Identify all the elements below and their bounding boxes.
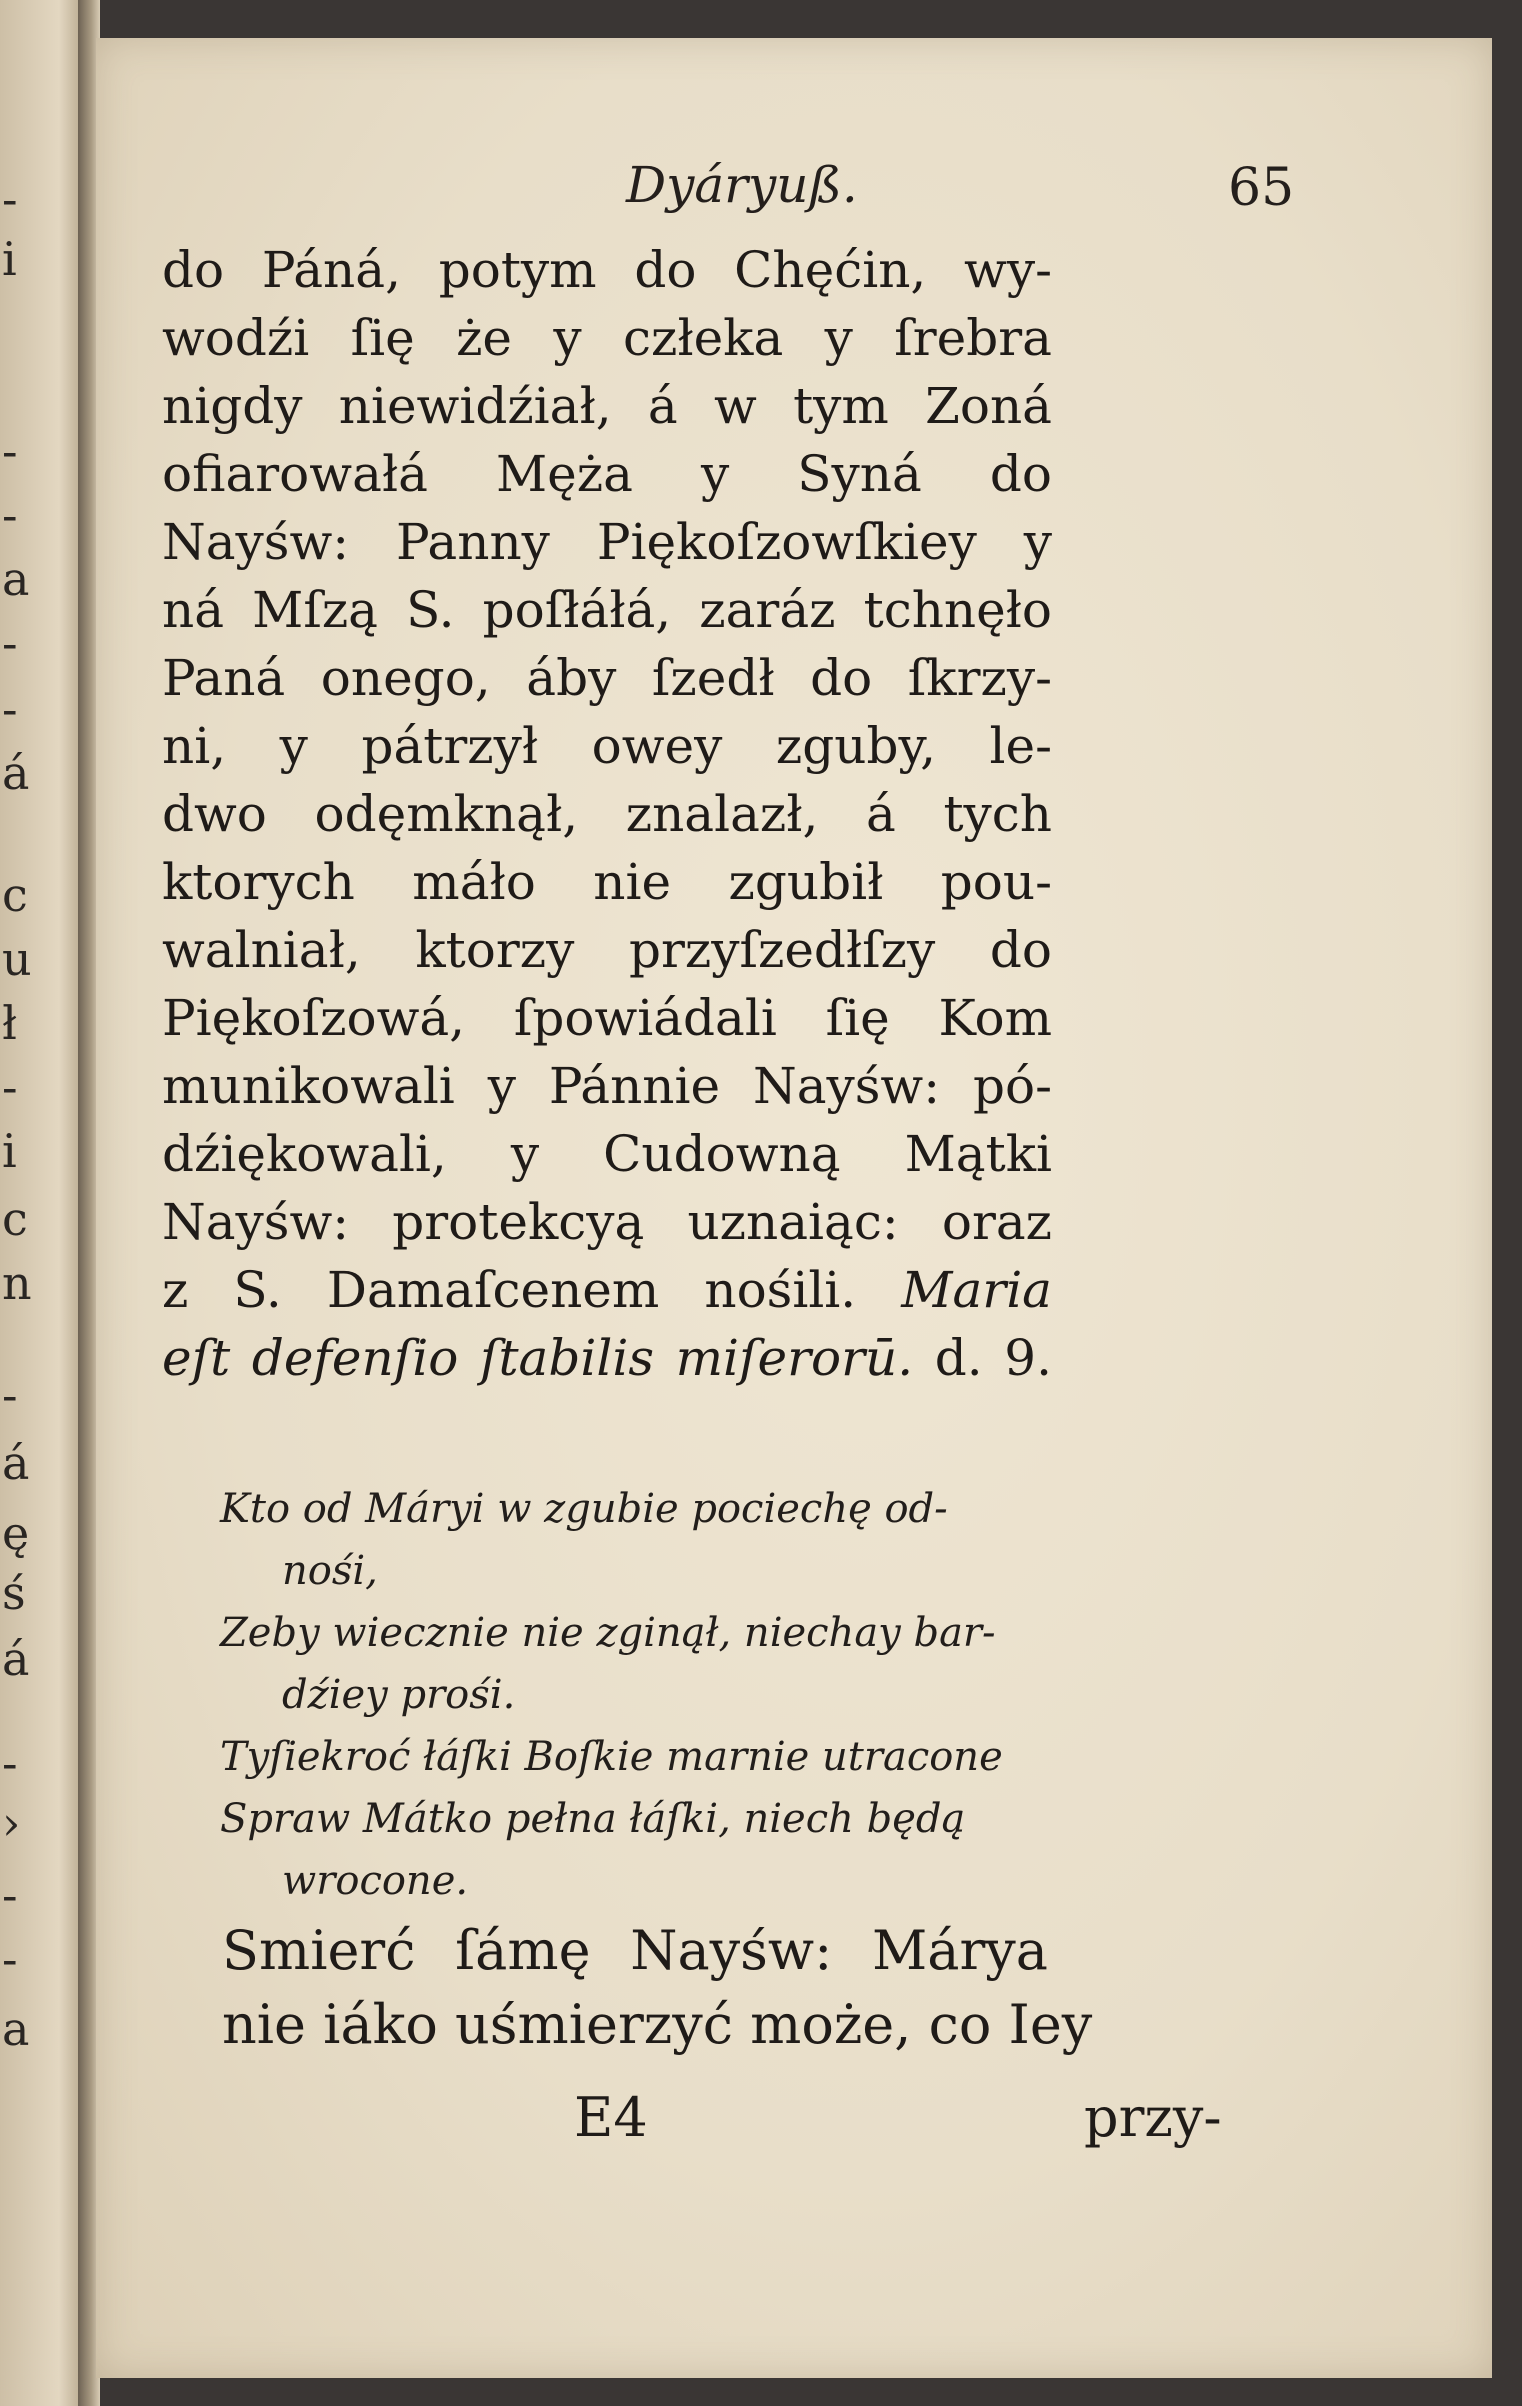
facing-page-fragment: -	[2, 172, 18, 226]
latin-quote-ref: d. 9.	[934, 1329, 1052, 1387]
facing-page-fragment: -	[2, 1060, 18, 1114]
latin-quote-line	[162, 1324, 1052, 1392]
running-head: Dyáryuß.	[626, 156, 858, 214]
verse-line: Spraw Mátko pełna łáſki, niech będą	[220, 1796, 966, 1842]
text-line: dźiękowali, y Cudowną Mątki	[162, 1125, 1052, 1183]
facing-page-fragment: a	[2, 2002, 30, 2056]
facing-page-fragment: ›	[2, 1796, 21, 1850]
text-line: wodźi ſię że y człeka y ſrebra	[162, 309, 1052, 367]
text-line: Smierć ſámę Nayśw: Márya	[222, 1919, 1048, 1982]
page-header	[0, 150, 1522, 230]
text-line: dwo odęmknął, znalazł, á tych	[162, 785, 1052, 843]
facing-page-fragment: u	[2, 932, 32, 986]
latin-quote: eſt defenſio ſtabilis miſerorū.	[162, 1329, 914, 1387]
facing-page-fragment: -	[2, 682, 18, 736]
facing-page-fragment: n	[2, 1256, 32, 1310]
closing-text-block	[222, 1914, 1093, 2062]
facing-page-fragment: ę	[2, 1506, 30, 1560]
text-line: nigdy niewidźiał, á w tym Zoná	[162, 377, 1052, 435]
text-line: munikowali y Pánnie Nayśw: pó-	[162, 1057, 1052, 1115]
signature-mark: E4	[574, 2086, 648, 2149]
facing-page-fragment: -	[2, 488, 18, 542]
facing-page-fragment: -	[2, 1932, 18, 1986]
facing-page-fragment: -	[2, 616, 18, 670]
text-line: nie iáko uśmierzyć może, co Iey	[222, 1993, 1093, 2056]
facing-page-fragment: á	[2, 1632, 30, 1686]
facing-page-fragment: á	[2, 1436, 30, 1490]
facing-page-fragment: i	[2, 1124, 17, 1178]
facing-page-fragment: i	[2, 232, 17, 286]
text-line: Nayśw: protekcyą uznaiąc: oraz	[162, 1193, 1052, 1251]
facing-page-edge	[0, 0, 84, 2406]
facing-page-fragment: -	[2, 1736, 18, 1790]
catchword: przy-	[1084, 2086, 1222, 2149]
facing-page-fragment: -	[2, 424, 18, 478]
text-line-roman: z S. Damaſcenem nośili.	[162, 1261, 857, 1319]
facing-page-fragment: ś	[2, 1566, 26, 1620]
text-line: do Páná, potym do Chęćin, wy-	[162, 241, 1052, 299]
page-number: 65	[1228, 158, 1295, 218]
text-line: ofiarowałá Męża y Syná do	[162, 445, 1052, 503]
text-line: Paná onego, áby ſzedł do ſkrzy-	[162, 649, 1052, 707]
facing-page-fragment: -	[2, 1868, 18, 1922]
text-line: ktorych máło nie zgubił pou-	[162, 853, 1052, 911]
verse-line: Kto od Máryi w zgubie pociechę od-	[220, 1486, 948, 1532]
facing-page-fragment: a	[2, 552, 30, 606]
text-line	[162, 1256, 1052, 1324]
verse-line: Zeby wiecznie nie zginął, niechay bar-	[220, 1610, 996, 1656]
text-line: ná Mſzą S. poſłáłá, zaráz tchnęło	[162, 581, 1052, 639]
facing-page-fragment: á	[2, 746, 30, 800]
text-line: walniał, ktorzy przyſzedłſzy do	[162, 921, 1052, 979]
verse-line: Tyſiekroć łáſki Boſkie marnie utracone	[220, 1734, 1003, 1780]
verse-line: nośi,	[282, 1548, 378, 1594]
text-line: Nayśw: Panny Piękoſzowſkiey y	[162, 513, 1052, 571]
text-line: Piękoſzowá, ſpowiádali ſię Kom	[162, 989, 1052, 1047]
verse-line: dźiey prośi.	[282, 1672, 516, 1718]
verse-line: wrocone.	[282, 1858, 469, 1904]
main-text-block	[162, 236, 1052, 1392]
facing-page-fragment: ł	[2, 996, 17, 1050]
text-line: ni, y pátrzył owey zguby, le-	[162, 717, 1052, 775]
facing-page-fragment: c	[2, 868, 28, 922]
facing-page-fragment: c	[2, 1192, 28, 1246]
verse-block	[220, 1478, 1060, 1912]
facing-page-fragment: -	[2, 1368, 18, 1422]
text-line-italic: Maria	[901, 1261, 1052, 1319]
